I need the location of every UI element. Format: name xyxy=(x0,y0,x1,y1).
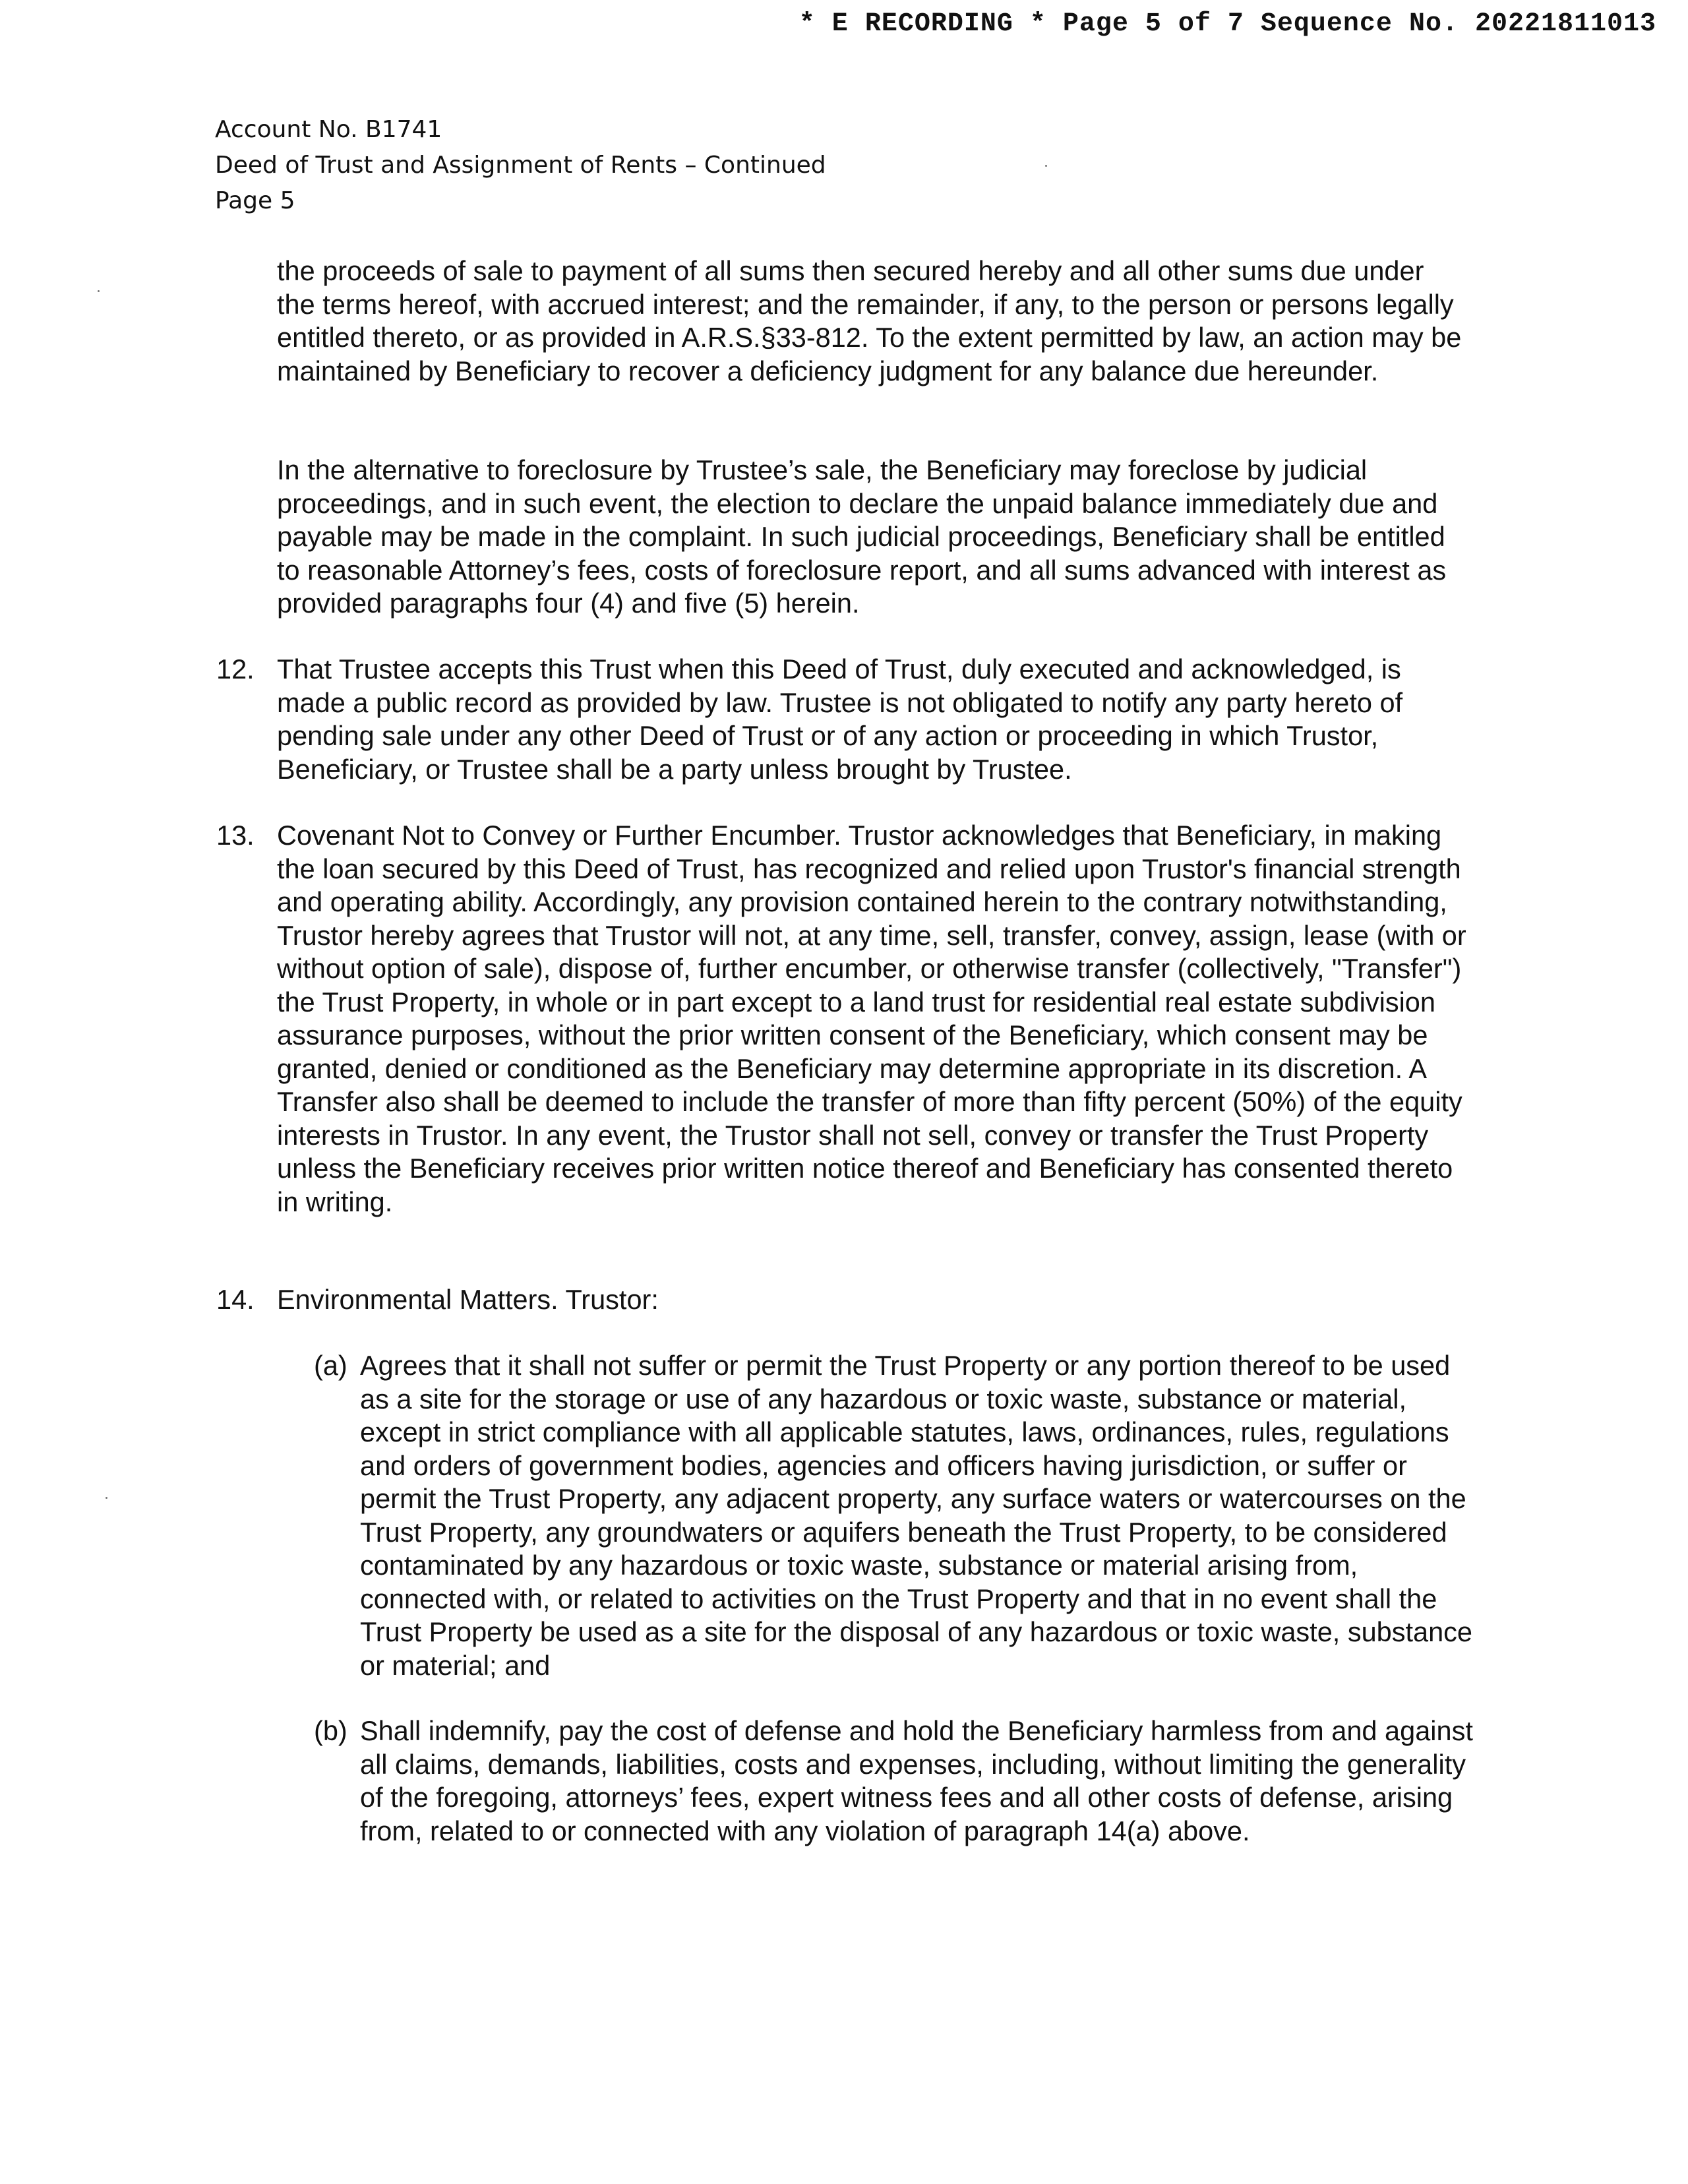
scan-speck xyxy=(1045,165,1047,167)
subclause-text: Shall indemnify, pay the cost of defense and hold the Beneficiary harmless from and against all claims, demands, liabilities, costs and expenses, including, without limiting the generality of the foregoing, attorneys’ fees, expert witness fees and all other costs of defense, arising from, related to or connected with any violation of paragraph 14(a) above. xyxy=(360,1715,1473,1846)
subclause-label: (a) xyxy=(314,1350,347,1381)
page-header xyxy=(215,112,826,219)
clause-14 xyxy=(216,1283,1469,1317)
subclause-text: Agrees that it shall not suffer or permit the Trust Property or any portion thereof to be used as a site for the storage or use of any hazardous or toxic waste, substance or material, except in strict compliance with all applicable statutes, laws, ordinances, rules, regulations and orders of government bodies, agencies and officers having jurisdiction, or suffer or permit the Trust Property, any adjacent property, any surface waters or watercourses on the Trust Property, any groundwaters or aquifers beneath the Trust Property, to be considered contaminated by any hazardous or toxic waste, substance or material arising from, connected with, or related to activities on the Trust Property and that in no event shall the Trust Property be used as a site for the disposal of any hazardous or toxic waste, substance or material; and xyxy=(360,1350,1473,1681)
clause-text: That Trustee accepts this Trust when this Deed of Trust, duly executed and acknowledged, is made a public record as provided by law. Trustee is not obligated to notify any party hereto of pending sale under any other Deed of Trust or of any action or proceeding in which Trustor, Beneficiary, or Trustee shall be a party unless brought by Trustee. xyxy=(277,653,1403,785)
paragraph-alternative-foreclosure: In the alternative to foreclosure by Trustee’s sale, the Beneficiary may foreclose by judicial proceedings, and in such event, the election to declare the unpaid balance immediately due and payable may be made in the complaint. In such judicial proceedings, Beneficiary shall be entitled to reasonable Attorney’s fees, costs of foreclosure report, and all sums advanced with interest as provided paragraphs four (4) and five (5) herein. xyxy=(277,454,1447,619)
clause-12 xyxy=(216,653,1469,786)
scan-speck xyxy=(98,290,100,292)
subclause-14a xyxy=(314,1349,1474,1682)
clause-text: Covenant Not to Convey or Further Encumber. Trustor acknowledges that Beneficiary, in making the loan secured by this Deed of Trust, has recognized and relied upon Trustor's financial strength and operating ability. Accordingly, any provision contained herein to the contrary notwithstanding, Trustor hereby agrees that Trustor will not, at any time, sell, transfer, convey, assign, lease (with or without option of sale), dispose of, further encumber, or otherwise transfer (collectively, "Transfer") the Trust Property, in whole or in part except to a land trust for residential real estate subdivision assurance purposes, without the prior written consent of the Beneficiary, which consent may be granted, denied or conditioned as the Beneficiary may determine appropriate in its discretion. A Transfer also shall be deemed to include the transfer of more than fifty percent (50%) of the equity interests in Trustor. In any event, the Trustor shall not sell, convey or transfer the Trust Property unless the Beneficiary receives prior written notice thereof and Beneficiary has consented thereto in writing. xyxy=(277,820,1466,1217)
clause-number: 12. xyxy=(216,653,255,684)
paragraph-continuation: the proceeds of sale to payment of all sums then secured hereby and all other sums due under the terms hereof, with accrued interest; and the remainder, if any, to the person or persons legally entitled thereto, or as provided in A.R.S.§33-812. To the extent permitted by law, an action may be maintained by Beneficiary to recover a deficiency judgment for any balance due hereunder. xyxy=(277,255,1462,386)
account-number: Account No. B1741 xyxy=(215,116,442,143)
clause-13 xyxy=(216,819,1469,1219)
page-number: Page 5 xyxy=(215,187,295,214)
clause-number: 14. xyxy=(216,1284,255,1315)
document-title: Deed of Trust and Assignment of Rents – Continued xyxy=(215,152,826,179)
subclause-14b xyxy=(314,1714,1474,1848)
subclause-label: (b) xyxy=(314,1715,347,1746)
clause-text: Environmental Matters. Trustor: xyxy=(277,1284,659,1315)
scan-speck xyxy=(106,1497,107,1499)
clause-number: 13. xyxy=(216,820,255,851)
recording-stamp: * E RECORDING * Page 5 of 7 Sequence No. 20221811013 xyxy=(799,9,1656,39)
